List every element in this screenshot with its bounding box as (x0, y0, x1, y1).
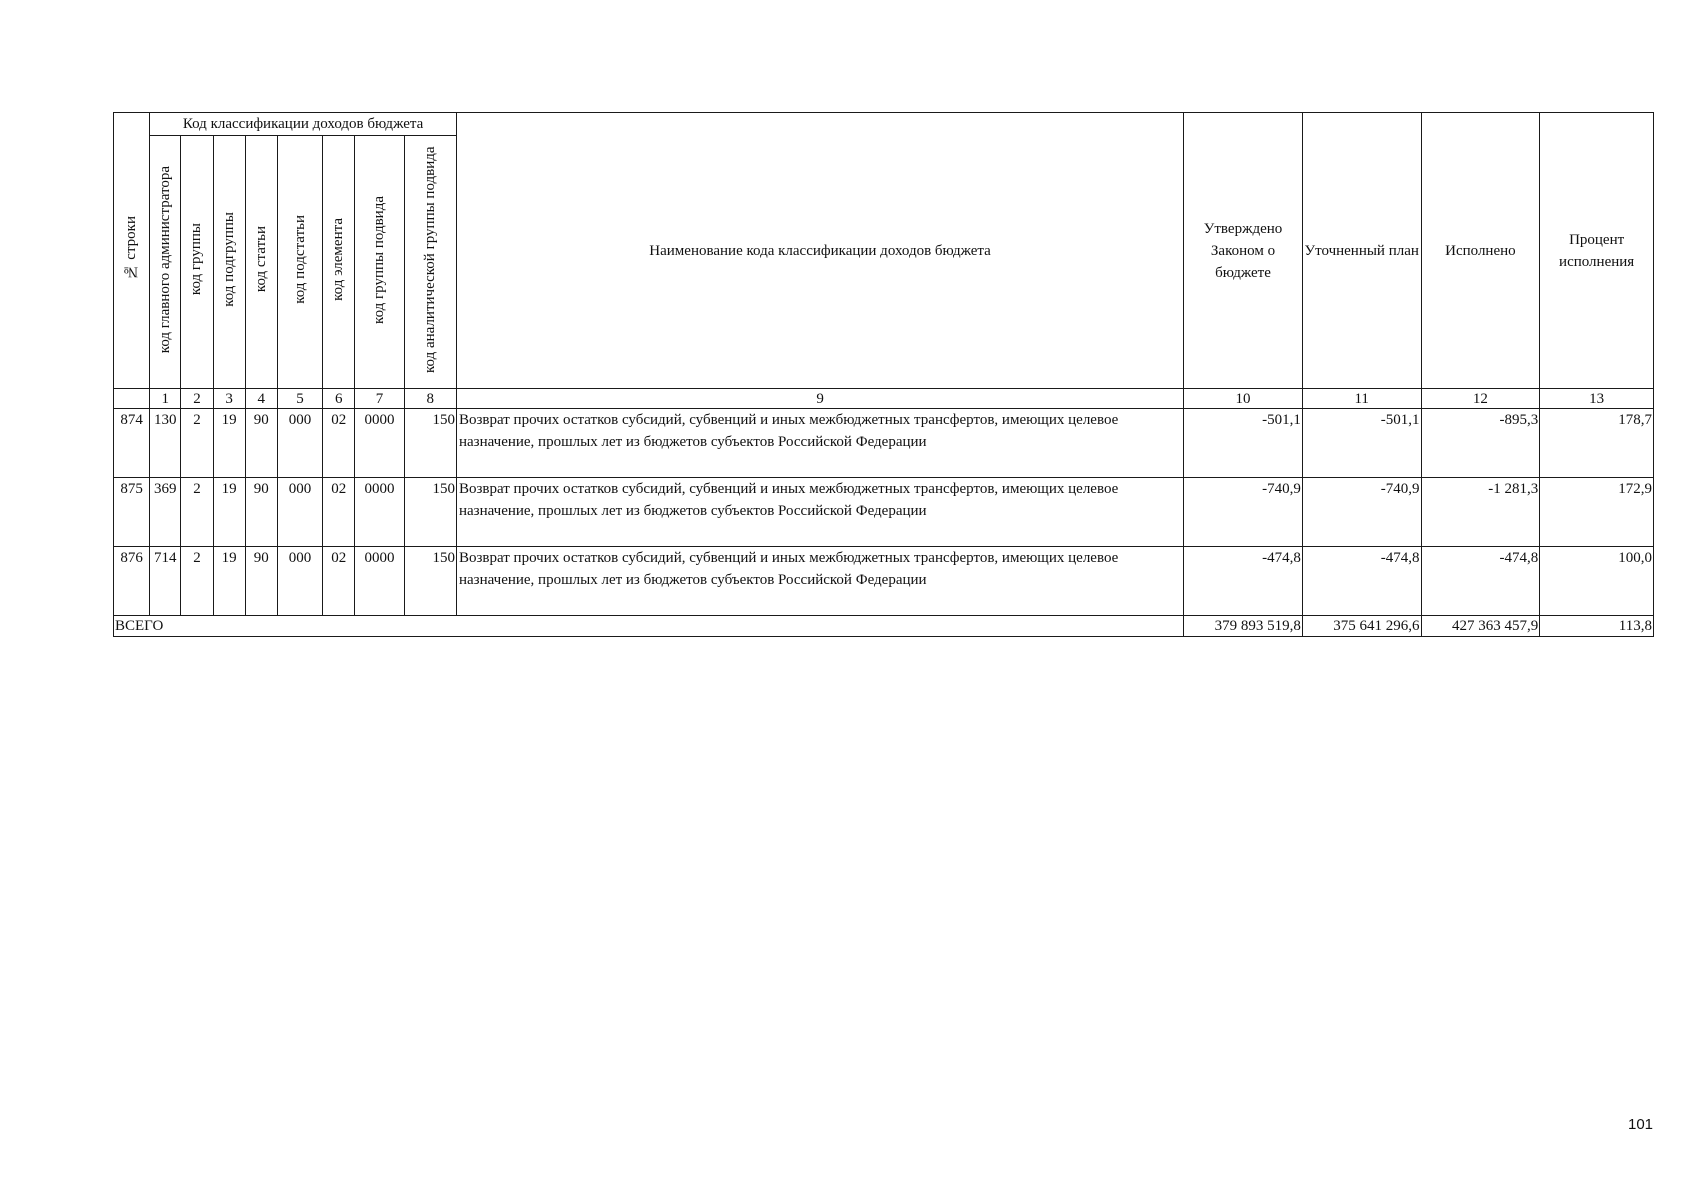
cell-subgroup: 19 (213, 547, 245, 616)
cell-executed: -895,3 (1421, 409, 1540, 478)
cell-percent: 172,9 (1540, 478, 1654, 547)
cell-subarticle: 000 (277, 409, 322, 478)
cell-article: 90 (245, 409, 277, 478)
header-subarticle-code: код подстатьи (277, 136, 322, 389)
header-row-no (114, 113, 150, 389)
header-element-code: код элемента (323, 136, 355, 389)
total-row (114, 616, 1654, 637)
cell-approved: -474,8 (1184, 547, 1303, 616)
column-number: 9 (456, 389, 1183, 409)
cell-refined: -501,1 (1302, 409, 1421, 478)
column-number: 12 (1421, 389, 1540, 409)
header-classification-group: Код классификации доходов бюджета (150, 113, 457, 136)
page-number: 101 (1628, 1116, 1654, 1133)
header-approved: Утверждено Законом о бюджете (1184, 113, 1303, 389)
cell-executed: -474,8 (1421, 547, 1540, 616)
cell-subtype: 0000 (355, 547, 404, 616)
cell-subarticle: 000 (277, 478, 322, 547)
header-group-code: код группы (181, 136, 213, 389)
table-row (114, 409, 1654, 478)
cell-element: 02 (323, 478, 355, 547)
column-number: 11 (1302, 389, 1421, 409)
cell-admin: 130 (150, 409, 181, 478)
cell-refined: -740,9 (1302, 478, 1421, 547)
column-number: 8 (404, 389, 456, 409)
total-percent: 113,8 (1540, 616, 1654, 637)
cell-element: 02 (323, 547, 355, 616)
cell-percent: 100,0 (1540, 547, 1654, 616)
cell-approved: -501,1 (1184, 409, 1303, 478)
column-number: 2 (181, 389, 213, 409)
total-executed: 427 363 457,9 (1421, 616, 1540, 637)
cell-percent: 178,7 (1540, 409, 1654, 478)
cell-article: 90 (245, 547, 277, 616)
column-number-row (114, 389, 1654, 409)
cell-row-no: 875 (114, 478, 150, 547)
cell-subgroup: 19 (213, 478, 245, 547)
cell-admin: 369 (150, 478, 181, 547)
cell-name: Возврат прочих остатков субсидий, субвенций и иных межбюджетных трансфертов, имеющих целевое назначение, прошлых лет из бюджетов субъектов Российской Федерации (456, 478, 1183, 547)
cell-admin: 714 (150, 547, 181, 616)
column-number: 3 (213, 389, 245, 409)
table-row (114, 547, 1654, 616)
total-refined: 375 641 296,6 (1302, 616, 1421, 637)
cell-subtype: 0000 (355, 478, 404, 547)
cell-subarticle: 000 (277, 547, 322, 616)
header-refined: Уточненный план (1302, 113, 1421, 389)
column-number: 13 (1540, 389, 1654, 409)
header-row-no-label: № строки (123, 216, 140, 280)
cell-element: 02 (323, 409, 355, 478)
cell-analytic: 150 (404, 478, 456, 547)
column-number: 7 (355, 389, 404, 409)
cell-group: 2 (181, 409, 213, 478)
header-subgroup-code: код подгруппы (213, 136, 245, 389)
column-number-blank (114, 389, 150, 409)
header-name: Наименование кода классификации доходов бюджета (456, 113, 1183, 389)
cell-row-no: 874 (114, 409, 150, 478)
header-analytic-group-code: код аналитической группы подвида (404, 136, 456, 389)
cell-approved: -740,9 (1184, 478, 1303, 547)
header-row-top (114, 113, 1654, 136)
header-executed: Исполнено (1421, 113, 1540, 389)
header-subtype-group-code: код группы подвида (355, 136, 404, 389)
cell-row-no: 876 (114, 547, 150, 616)
header-admin-code: код главного администратора (150, 136, 181, 389)
column-number: 4 (245, 389, 277, 409)
cell-group: 2 (181, 547, 213, 616)
column-number: 1 (150, 389, 181, 409)
cell-subgroup: 19 (213, 409, 245, 478)
column-number: 5 (277, 389, 322, 409)
header-percent: Процент исполнения (1540, 113, 1654, 389)
cell-analytic: 150 (404, 547, 456, 616)
cell-refined: -474,8 (1302, 547, 1421, 616)
cell-executed: -1 281,3 (1421, 478, 1540, 547)
cell-article: 90 (245, 478, 277, 547)
cell-name: Возврат прочих остатков субсидий, субвенций и иных межбюджетных трансфертов, имеющих целевое назначение, прошлых лет из бюджетов субъектов Российской Федерации (456, 409, 1183, 478)
cell-group: 2 (181, 478, 213, 547)
total-label: ВСЕГО (114, 616, 1184, 637)
header-article-code: код статьи (245, 136, 277, 389)
total-approved: 379 893 519,8 (1184, 616, 1303, 637)
cell-name: Возврат прочих остатков субсидий, субвенций и иных межбюджетных трансфертов, имеющих целевое назначение, прошлых лет из бюджетов субъектов Российской Федерации (456, 547, 1183, 616)
column-number: 6 (323, 389, 355, 409)
budget-revenue-table (113, 112, 1654, 637)
table-row (114, 478, 1654, 547)
column-number: 10 (1184, 389, 1303, 409)
cell-analytic: 150 (404, 409, 456, 478)
cell-subtype: 0000 (355, 409, 404, 478)
